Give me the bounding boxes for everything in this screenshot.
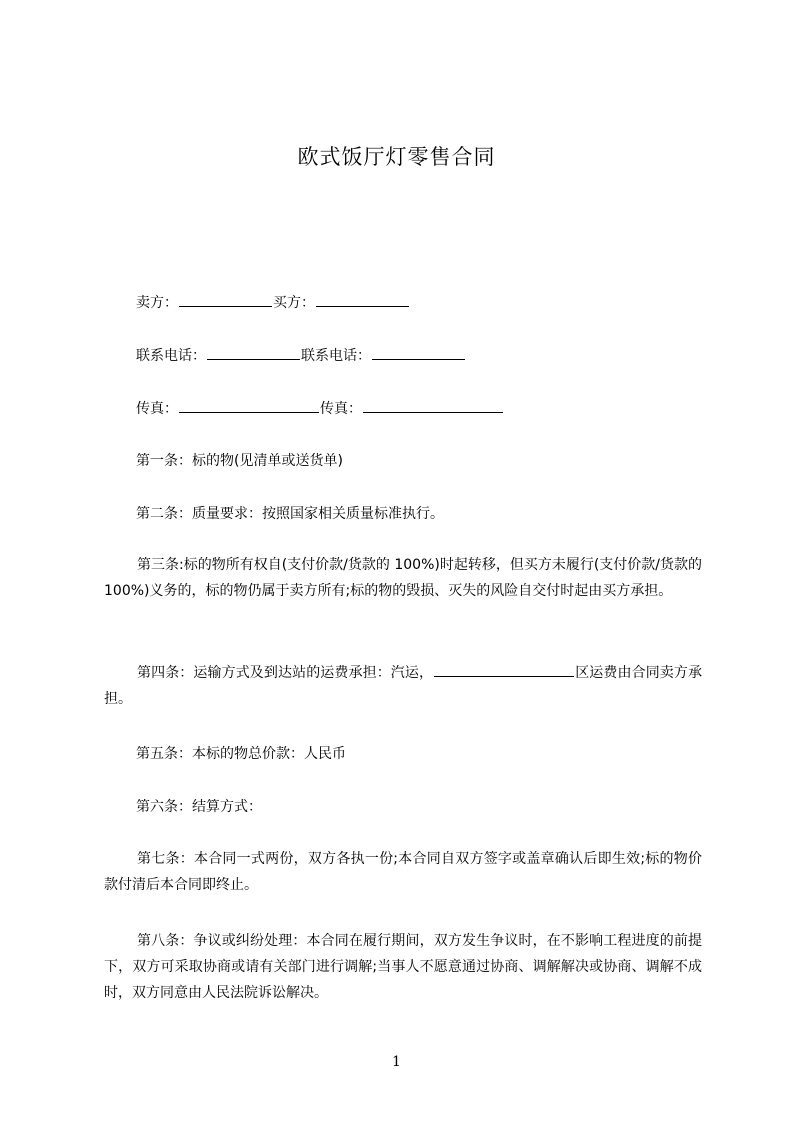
article-5: 第五条：本标的物总价款：人民币: [136, 746, 346, 762]
seller-fax-label: 传真：: [136, 401, 178, 417]
buyer-fax-label: 传真：: [320, 401, 362, 417]
page-number: 1: [392, 1054, 401, 1070]
seller-name-blank[interactable]: [179, 292, 272, 307]
article-7: 第七条：本合同一式两份，双方各执一份;本合同自双方签字或盖章确认后即生效;标的物价款付清后本合同即终止。: [104, 851, 702, 893]
buyer-fax-blank[interactable]: [363, 398, 503, 413]
article-4-text-after: 区运费由合同卖方承担。: [104, 665, 703, 707]
article-4-text-before: 第四条：运输方式及到达站的运费承担：汽运，: [137, 665, 434, 681]
article-1: 第一条：标的物(见清单或送货单): [136, 453, 343, 469]
buyer-phone-label: 联系电话：: [301, 348, 371, 364]
buyer-label: 买方：: [273, 295, 315, 311]
transport-region-blank[interactable]: [434, 662, 574, 677]
parties-line: [136, 292, 410, 313]
seller-phone-label: 联系电话：: [136, 348, 206, 364]
buyer-name-blank[interactable]: [316, 292, 409, 307]
article-2: 第二条：质量要求：按照国家相关质量标准执行。: [136, 506, 444, 522]
article-4: [104, 660, 702, 712]
document-title: 欧式饭厅灯零售合同: [297, 145, 496, 169]
article-6: 第六条：结算方式：: [136, 799, 262, 815]
fax-line: [136, 398, 504, 419]
article-8: 第八条：争议或纠纷处理：本合同在履行期间，双方发生争议时，在不影响工程进度的前提下，双方可采取协商或请有关部门进行调解;当事人不愿意通过协商、调解解决或协商、调解不成时，双方同意由人民法院诉讼解决。: [104, 933, 702, 1001]
article-3: 第三条:标的物所有权自(支付价款/货款的 100%)时起转移，但买方未履行(支付价款/货款的 100%)义务的，标的物仍属于卖方所有;标的物的毁损、灭失的风险自交付时起由买方承担。: [104, 557, 703, 599]
seller-label: 卖方：: [136, 295, 178, 311]
seller-phone-blank[interactable]: [207, 345, 300, 360]
phone-line: [136, 345, 466, 366]
buyer-phone-blank[interactable]: [372, 345, 465, 360]
seller-fax-blank[interactable]: [179, 398, 319, 413]
